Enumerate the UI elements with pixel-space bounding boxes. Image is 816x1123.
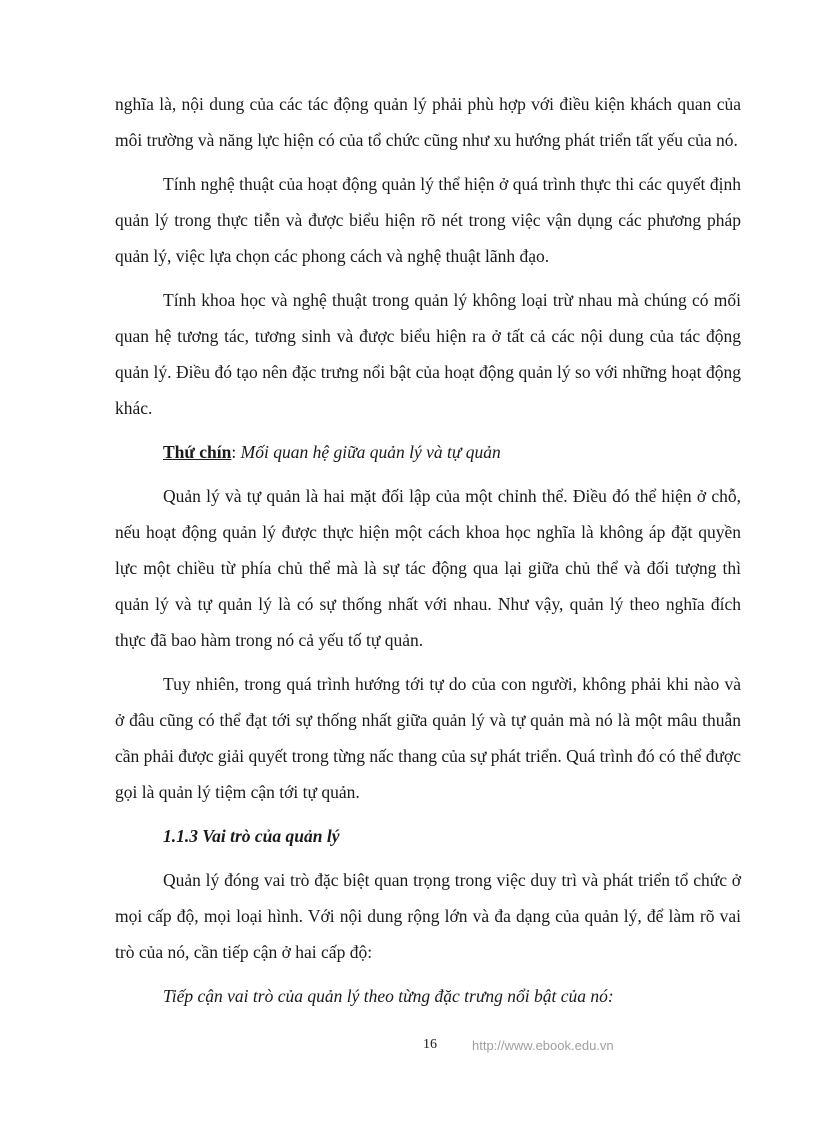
ninth-point-label: Thứ chín [163, 442, 232, 462]
section-heading: 1.1.3 Vai trò của quản lý [163, 826, 340, 846]
paragraph-management-self-management: Quản lý và tự quản là hai mặt đối lập của một chỉnh thể. Điều đó thể hiện ở chỗ, nếu hoạt động quản lý được thực hiện một cách khoa học nghĩa là không áp đặt quyền lực một chiều từ phía chủ thể mà là sự tác động qua lại giữa chủ thể và đối tượng thì quản lý và tự quản lý là có sự thống nhất với nhau. Như vậy, quản lý theo nghĩa đích thực đã bao hàm trong nó cả yếu tố tự quản. [115, 486, 741, 650]
ninth-point-title: Mối quan hệ giữa quản lý và tự quản [240, 442, 501, 462]
page-footer [0, 1037, 816, 1057]
paragraph-art-of-management: Tính nghệ thuật của hoạt động quản lý thể hiện ở quá trình thực thi các quyết định quản lý trong thực tiễn và được biểu hiện rõ nét trong việc vận dụng các phương pháp quản lý, việc lựa chọn các phong cách và nghệ thuật lãnh đạo. [115, 174, 741, 266]
paragraph-however: Tuy nhiên, trong quá trình hướng tới tự do của con người, không phải khi nào và ở đâu cũng có thể đạt tới sự thống nhất giữa quản lý và tự quản mà nó là một mâu thuẫn cần phải được giải quyết trong từng nấc thang của sự phát triển. Quá trình đó có thể được gọi là quản lý tiệm cận tới tự quản. [115, 674, 741, 802]
paragraph-ninth-point [115, 434, 741, 470]
footer-url: http://www.ebook.edu.vn [472, 1038, 614, 1053]
ninth-point-separator: : [231, 442, 241, 462]
paragraph-role-of-management: Quản lý đóng vai trò đặc biệt quan trọng trong việc duy trì và phát triển tổ chức ở mọi cấp độ, mọi loại hình. Với nội dung rộng lớn và đa dạng của quản lý, để làm rõ vai trò của nó, cần tiếp cận ở hai cấp độ: [115, 870, 741, 962]
paragraph-approach: Tiếp cận vai trò của quản lý theo từng đặc trưng nổi bật của nó: [163, 986, 614, 1006]
page-number: 16 [423, 1037, 437, 1052]
paragraph-science-and-art: Tính khoa học và nghệ thuật trong quản lý không loại trừ nhau mà chúng có mối quan hệ tương tác, tương sinh và được biểu hiện ra ở tất cả các nội dung của tác động quản lý. Điều đó tạo nên đặc trưng nổi bật của hoạt động quản lý so với những hoạt động khác. [115, 290, 741, 418]
paragraph-continuation: nghĩa là, nội dung của các tác động quản lý phải phù hợp với điều kiện khách quan của môi trường và năng lực hiện có của tổ chức cũng như xu hướng phát triển tất yếu của nó. [115, 94, 741, 150]
document-body [115, 86, 741, 1022]
